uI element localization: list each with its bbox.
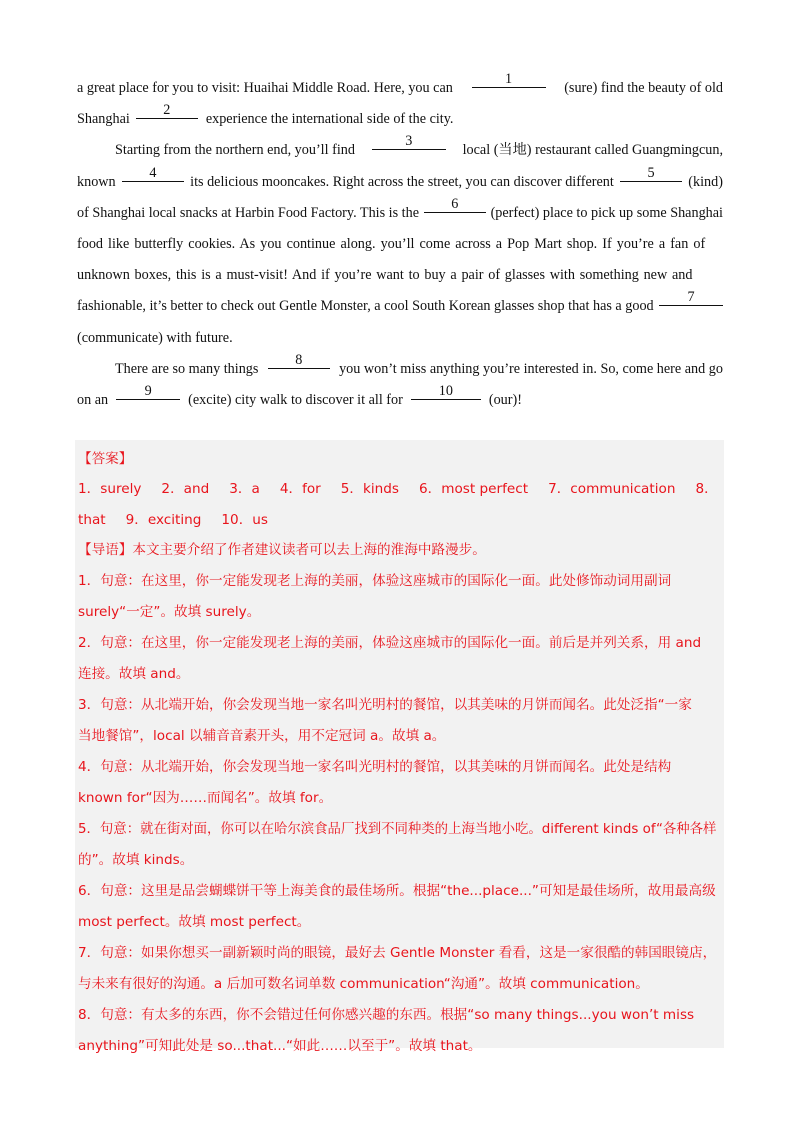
- guide-text: [78, 535, 724, 566]
- answer-keys-row: [78, 505, 718, 536]
- text-segment: you won’t miss anything you’re interested in. So, come here and go: [339, 360, 723, 377]
- guide-line: 【导语】本文主要介绍了作者建议读者可以去上海的淮海中路漫步。: [78, 542, 486, 558]
- answer-key: 2．and: [161, 481, 210, 497]
- text-segment: Starting from the northern end, you’ll find: [115, 142, 355, 159]
- text-segment: fashionable, it’s better to check out Gentle Monster, a cool South Korean glasses shop that has a good: [77, 298, 654, 315]
- explanation-line: known for“因为……而闻名”。故填 for。: [78, 790, 333, 806]
- text-segment: of Shanghai local snacks at Harbin Food Factory. This is the: [77, 204, 420, 221]
- blank-9: 9: [116, 383, 180, 400]
- text-segment: Shanghai: [77, 111, 130, 128]
- explanation-line: 5．句意：就在街对面，你可以在哈尔滨食品厂找到不同种类的上海当地小吃。different kinds of“各种各样: [78, 822, 717, 837]
- explanation-line: 1．句意：在这里，你一定能发现老上海的美丽，体验这座城市的国际化一面。此处修饰动词用副词: [78, 573, 672, 589]
- passage-line: [77, 135, 723, 166]
- answer-key: 9．exciting: [125, 512, 202, 528]
- answer-key: that: [78, 512, 106, 528]
- text-segment: There are so many things: [115, 360, 259, 377]
- answer-key: 10．us: [221, 512, 268, 528]
- explanation-line: anything”可知此处是 so...that...“如此……以至于”。故填 that。: [78, 1038, 482, 1054]
- answer-key: 1．surely: [78, 481, 142, 497]
- passage-line: [77, 229, 723, 260]
- explanation-line: 连接。故填 and。: [78, 666, 190, 682]
- explanation-line: 3．句意：从北端开始，你会发现当地一家名叫光明村的餐馆，以其美味的月饼而闻名。此处泛指“一家: [78, 697, 692, 713]
- explanation-line: 6．句意：这里是品尝蝴蝶饼干等上海美食的最佳场所。根据“the...place...”可知是最佳场所，故用最高级: [78, 883, 716, 899]
- explanation-line: 7．句意：如果你想买一副新颖时尚的眼镜，最好去 Gentle Monster 看看，这是一家很酷的韩国眼镜店，: [78, 945, 717, 961]
- answer-key: 4．for: [279, 481, 321, 497]
- text-segment: its delicious mooncakes. Right across the street, you can discover different: [190, 173, 614, 190]
- blank-7: 7: [659, 289, 723, 306]
- text-segment: (sure) find the beauty of old: [564, 80, 723, 96]
- blank-8: 8: [268, 352, 330, 369]
- passage-line: [77, 382, 723, 416]
- explanation-list: [78, 566, 724, 1062]
- answer-key: 3．a: [229, 481, 260, 497]
- explanation-line: 当地餐馆”，local 以辅音音素开头，用不定冠词 a。故填 a。: [78, 728, 446, 744]
- answer-key: 5．kinds: [340, 481, 399, 497]
- text-segment: (perfect) place to pick up some Shanghai: [490, 204, 723, 221]
- text-segment: food like butterfly cookies. As you continue along. you’ll come across a Pop Mart shop. If you’re a fan of: [77, 235, 706, 252]
- explanation-line: most perfect。故填 most perfect。: [78, 914, 311, 930]
- text-segment: (kind): [688, 173, 723, 190]
- answer-keys-row: [78, 474, 718, 505]
- blank-10: 10: [411, 383, 481, 400]
- explanation-line: 8．句意：有太多的东西，你不会错过任何你感兴趣的东西。根据“so many things...you won’t miss: [78, 1007, 695, 1023]
- blank-3: 3: [372, 133, 446, 150]
- explanation-line: 的”。故填 kinds。: [78, 852, 194, 868]
- blank-1: 1: [472, 71, 546, 88]
- text-segment: (excite) city walk to discover it all for: [188, 391, 403, 408]
- text-segment: known: [77, 173, 116, 190]
- answer-key: 8．: [695, 481, 718, 497]
- explanation-line: 与未来有很好的沟通。a 后加可数名词单数 communication“沟通”。故填 communication。: [78, 976, 649, 992]
- passage-line: [77, 351, 723, 385]
- text-segment: a great place for you to visit: Huaihai Middle Road. Here, you can: [77, 80, 453, 96]
- answer-key: 6．most perfect: [418, 481, 529, 497]
- blank-6: 6: [424, 196, 486, 213]
- answer-heading: 【答案】: [78, 451, 133, 467]
- passage-text: [77, 73, 723, 416]
- answer-keys: [78, 474, 718, 536]
- passage-line: [77, 195, 723, 229]
- explanation-line: 2．句意：在这里，你一定能发现老上海的美丽，体验这座城市的国际化一面。前后是并列关系，用 and: [78, 635, 702, 651]
- text-segment: local (当地) restaurant called Guangmingcun,: [462, 142, 723, 159]
- passage-line: [77, 323, 723, 354]
- passage-line: [77, 164, 723, 198]
- blank-4: 4: [122, 165, 184, 182]
- answer-key: 7．communication: [548, 481, 676, 497]
- text-segment: on an: [77, 391, 109, 408]
- passage-line: [77, 73, 723, 104]
- passage-line: [77, 291, 723, 322]
- text-segment: unknown boxes, this is a must-visit! And if you’re want to buy a pair of glasses with something new and: [77, 267, 693, 284]
- text-segment: (our)!: [488, 391, 522, 408]
- passage-line: [77, 260, 723, 291]
- explanation-line: 4．句意：从北端开始，你会发现当地一家名叫光明村的餐馆，以其美味的月饼而闻名。此处是结构: [78, 759, 672, 775]
- passage-line: [77, 104, 723, 135]
- explanation-line: surely“一定”。故填 surely。: [78, 604, 261, 620]
- blank-2: 2: [136, 102, 198, 119]
- blank-5: 5: [620, 165, 682, 182]
- text-segment: (communicate) with future.: [77, 329, 233, 346]
- text-segment: experience the international side of the city.: [205, 111, 454, 128]
